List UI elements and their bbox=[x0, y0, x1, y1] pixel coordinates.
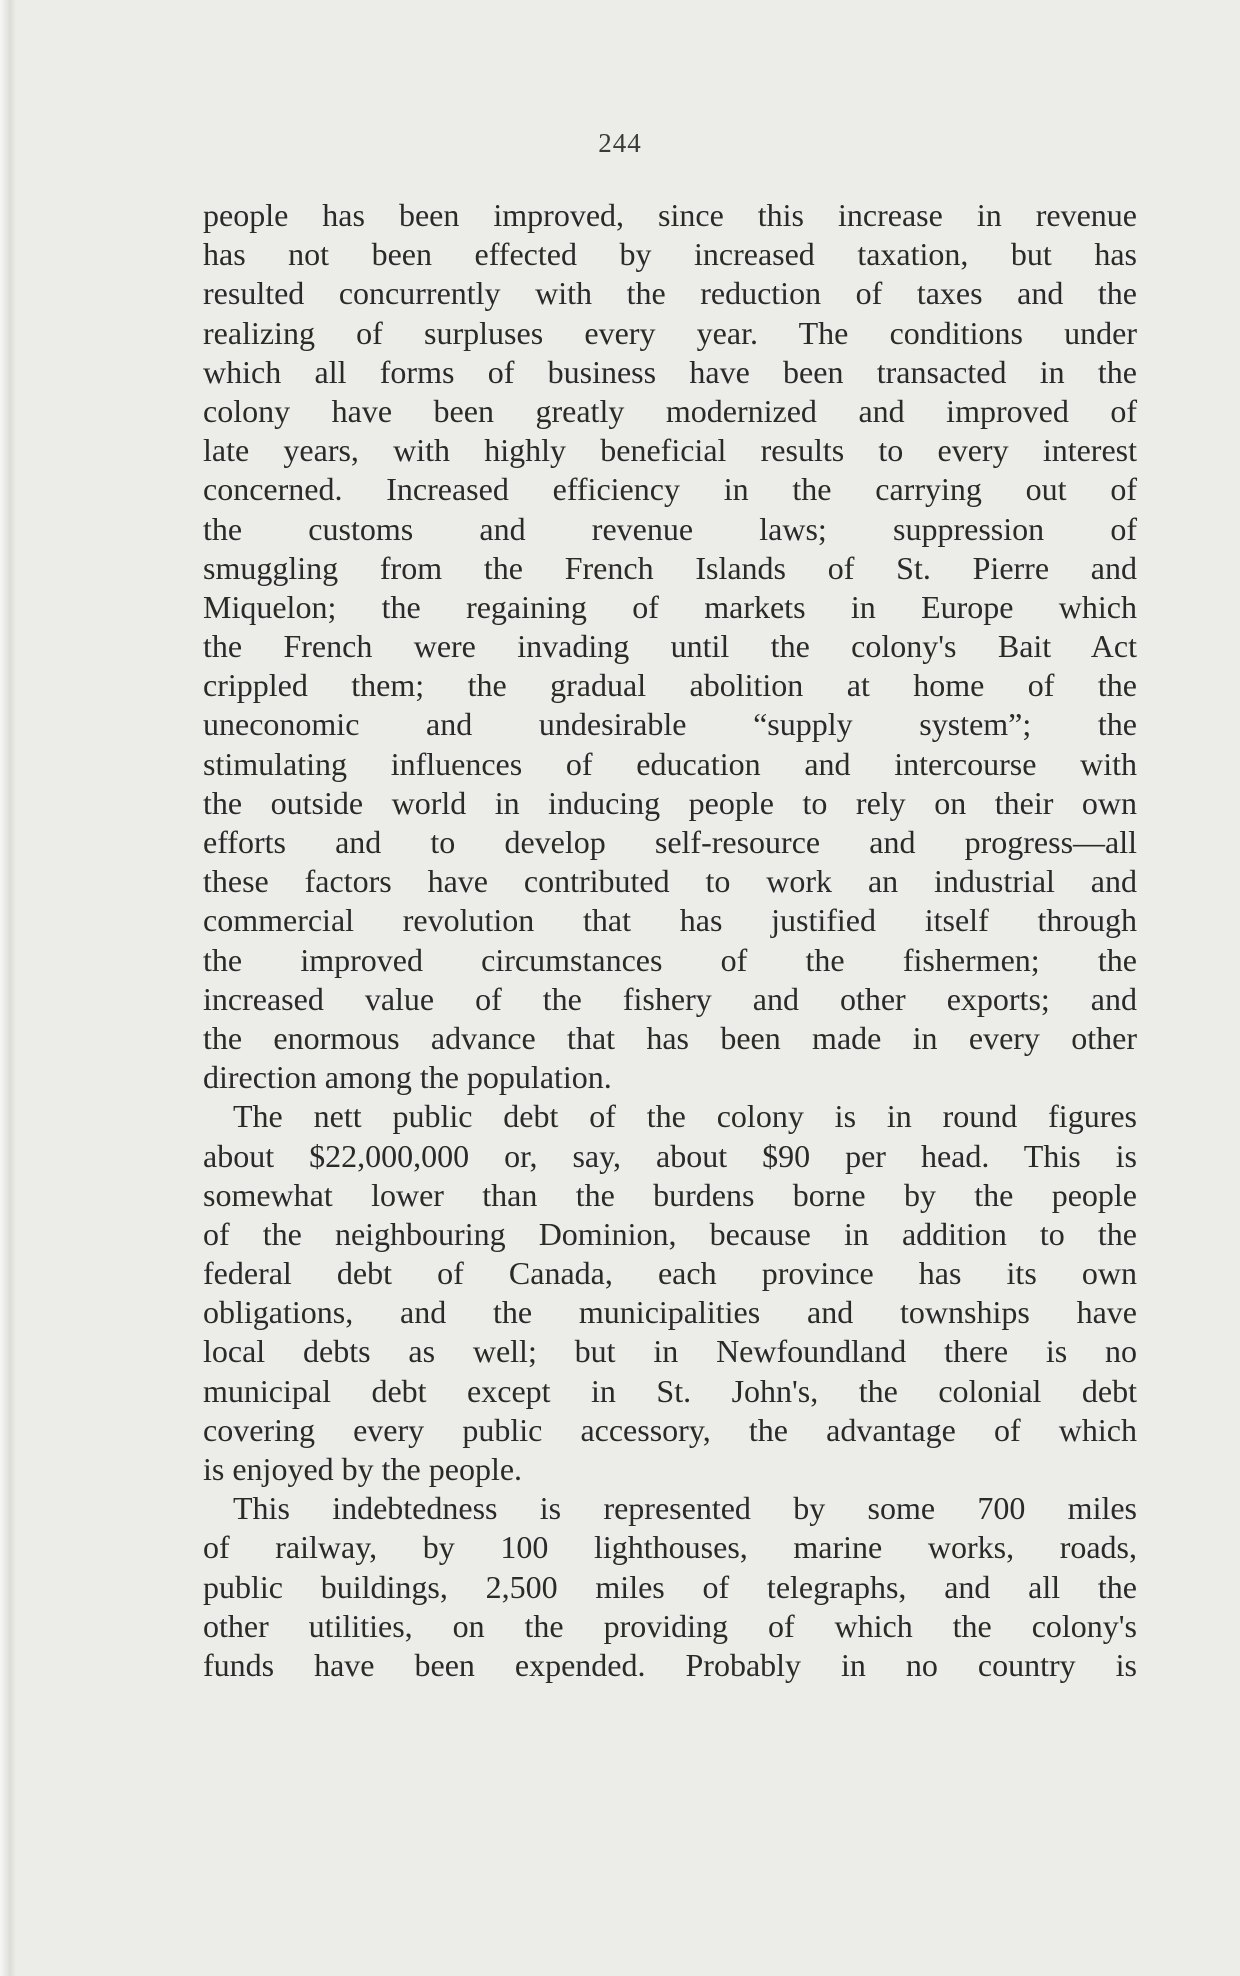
text-line: is enjoyed by the people. bbox=[203, 1451, 523, 1487]
text-line: Miquelon; the regaining of markets in Europe which bbox=[203, 588, 1137, 625]
text-line: This indebtedness is represented by some 700 miles bbox=[233, 1490, 1137, 1527]
text-line: the customs and revenue laws; suppression of bbox=[203, 510, 1137, 547]
text-line: funds have been expended. Probably in no country is bbox=[203, 1646, 1137, 1683]
text-line: which all forms of business have been transacted in the bbox=[203, 353, 1137, 390]
text-line: the improved circumstances of the fishermen; the bbox=[203, 941, 1137, 978]
text-line: of the neighbouring Dominion, because in addition to the bbox=[203, 1215, 1137, 1252]
text-line: crippled them; the gradual abolition at home of the bbox=[203, 667, 1137, 704]
text-line: municipal debt except in St. John's, the colonial debt bbox=[203, 1372, 1137, 1409]
page-number: 244 bbox=[598, 128, 642, 158]
text-line: The nett public debt of the colony is in round figures bbox=[233, 1098, 1137, 1135]
text-line: late years, with highly beneficial results to every interest bbox=[203, 432, 1137, 469]
text-line: federal debt of Canada, each province has its own bbox=[203, 1255, 1137, 1292]
text-line: the French were invading until the colony's Bait Act bbox=[203, 628, 1137, 665]
text-line: resulted concurrently with the reduction of taxes and the bbox=[203, 275, 1137, 312]
text-line: local debts as well; but in Newfoundland there is no bbox=[203, 1333, 1137, 1370]
body-text bbox=[203, 196, 1137, 1685]
text-line: uneconomic and undesirable “supply system”; the bbox=[203, 706, 1137, 743]
text-line: stimulating influences of education and intercourse with bbox=[203, 745, 1137, 782]
text-line: of railway, by 100 lighthouses, marine works, roads, bbox=[203, 1529, 1137, 1566]
text-line: the enormous advance that has been made in every other bbox=[203, 1019, 1137, 1056]
text-line: these factors have contributed to work an industrial and bbox=[203, 863, 1137, 900]
text-line: direction among the population. bbox=[203, 1059, 612, 1096]
text-line: efforts and to develop self-resource and progress—all bbox=[203, 824, 1137, 860]
text-line: increased value of the fishery and other exports; and bbox=[203, 980, 1137, 1017]
text-line: the outside world in inducing people to rely on their own bbox=[203, 784, 1137, 821]
text-line: people has been improved, since this increase in revenue bbox=[203, 197, 1137, 233]
text-line: covering every public accessory, the advantage of which bbox=[203, 1411, 1137, 1448]
text-line: realizing of surpluses every year. The conditions under bbox=[203, 314, 1137, 351]
text-line: somewhat lower than the burdens borne by the people bbox=[203, 1176, 1137, 1213]
text-line: has not been effected by increased taxation, but has bbox=[203, 236, 1137, 273]
text-line: public buildings, 2,500 miles of telegraphs, and all the bbox=[203, 1568, 1137, 1605]
text-line: about $22,000,000 or, say, about $90 per head. This is bbox=[203, 1137, 1137, 1174]
text-line: colony have been greatly modernized and improved of bbox=[203, 392, 1137, 429]
text-line: obligations, and the municipalities and townships have bbox=[203, 1294, 1137, 1331]
text-line: commercial revolution that has justified itself through bbox=[203, 902, 1137, 939]
text-line: concerned. Increased efficiency in the carrying out of bbox=[203, 471, 1137, 508]
page-edge-shadow bbox=[0, 0, 16, 1976]
text-line: smuggling from the French Islands of St. Pierre and bbox=[203, 549, 1137, 586]
text-line: other utilities, on the providing of which the colony's bbox=[203, 1607, 1137, 1644]
